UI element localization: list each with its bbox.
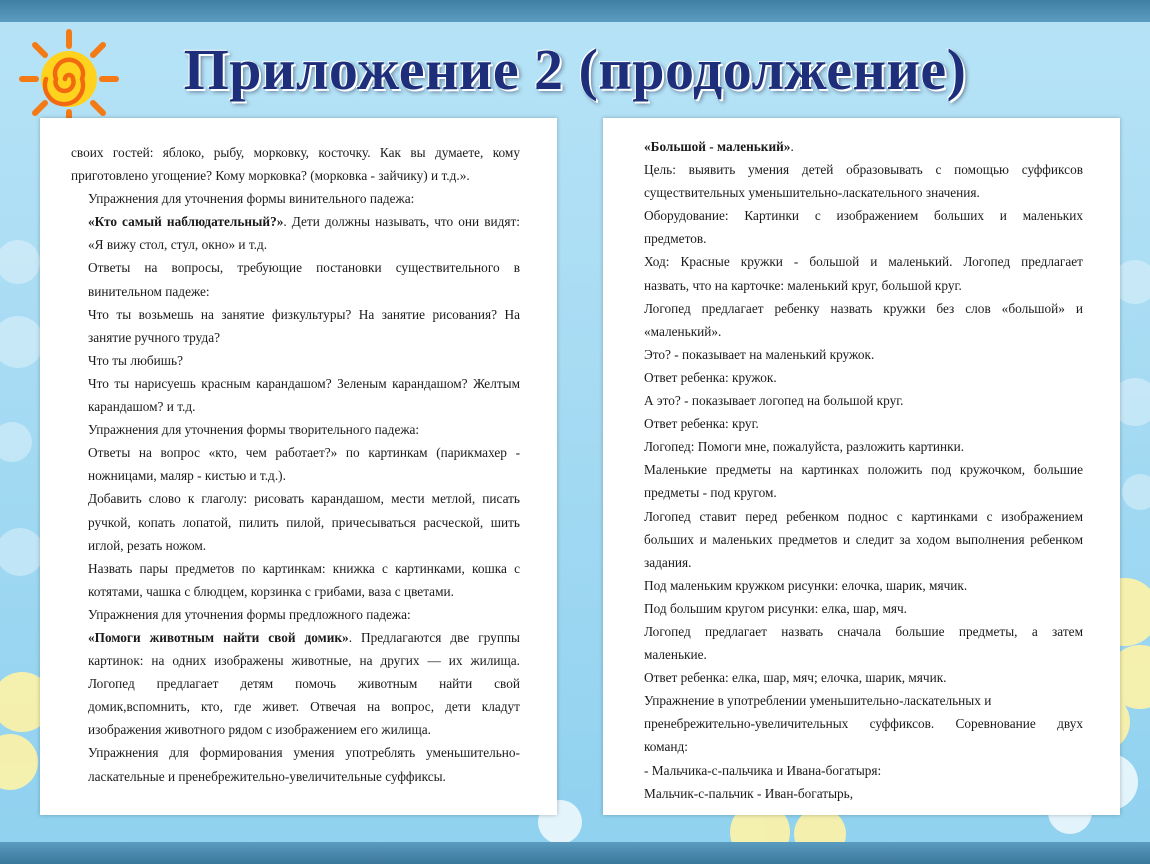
text-line (644, 158, 1083, 181)
text-line (644, 458, 1083, 481)
line-text: А это? - показывает логопед на большой круг. (644, 393, 904, 409)
line-text: Цель: выявить умения детей образовывать с помощью суффиксов (644, 162, 1083, 178)
line-text: больших и маленьких предметов и следит за ходом выполнения ребенком (644, 531, 1083, 547)
line-text: ножницами, маляр - кистью и т.д.). (88, 468, 286, 484)
text-line (644, 597, 1083, 620)
text-line (644, 343, 1083, 366)
text-line (71, 534, 520, 557)
text-line (644, 412, 1083, 435)
text-line (71, 256, 520, 279)
line-text: ручкой, копать лопатой, пилить пилой, причесываться расческой, шить (88, 514, 520, 530)
line-text: изображения животного рядом с изображением его жилища. (88, 722, 431, 738)
text-line (71, 626, 520, 649)
line-text: - Мальчика-с-пальчика и Ивана-богатыря: (644, 762, 882, 778)
line-text: Упражнения для уточнения формы винительного падежа: (88, 191, 415, 207)
text-line (644, 528, 1083, 551)
line-text: Логопед ставит перед ребенком поднос с картинками с изображением (644, 508, 1083, 524)
line-text: винительном падеже: (88, 283, 210, 299)
text-line (644, 574, 1083, 597)
text-line (71, 372, 520, 395)
line-text: Назвать пары предметов по картинкам: книжка с картинками, кошка с (88, 560, 520, 576)
text-line (644, 643, 1083, 666)
line-text: Упражнения для уточнения формы творительного падежа: (88, 422, 420, 438)
text-line (71, 487, 520, 510)
text-line (71, 349, 520, 372)
line-text: существительных уменьшительно-ласкательного значения. (644, 185, 980, 201)
text-line (644, 666, 1083, 689)
line-text: Добавить слово к глаголу: рисовать карандашом, мести метлой, писать (88, 491, 520, 507)
line-text: приготовлено угощение? Кому морковка? (морковка - зайчику) и т.д.». (71, 168, 470, 184)
text-line (71, 672, 520, 695)
left-text-page (40, 118, 557, 815)
text-line (71, 741, 520, 764)
bold-title: «Большой - маленький» (644, 139, 791, 154)
text-line (71, 395, 520, 418)
text-line (644, 689, 1083, 712)
line-text: Логопед предлагает ребенку назвать кружки без слов «большой» и (644, 300, 1083, 316)
text-line (644, 320, 1083, 343)
text-line (71, 303, 520, 326)
line-text: Оборудование: Картинки с изображением больших и маленьких (644, 208, 1083, 224)
text-line (71, 580, 520, 603)
line-text: котятами, чашка с блюдцем, корзинка с грибами, ваза с цветами. (88, 583, 454, 599)
text-line (644, 181, 1083, 204)
text-line (644, 551, 1083, 574)
top-bar (0, 0, 1150, 22)
line-text: маленькие. (644, 647, 707, 663)
line-text: Что ты нарисуешь красным карандашом? Зеленым карандашом? Желтым (88, 375, 520, 391)
text-line (71, 649, 520, 672)
line-text: . Дети должны называть, что они видят: (283, 214, 521, 230)
text-line (71, 718, 520, 741)
line-text: Под большим кругом рисунки: елка, шар, мяч. (644, 600, 908, 616)
line-text: Что ты возьмешь на занятие физкультуры? На занятие рисования? На (88, 306, 520, 322)
line-text: предметы - под кругом. (644, 485, 777, 501)
text-line (71, 164, 520, 187)
line-text: . (790, 139, 794, 154)
text-line (644, 759, 1083, 782)
slide-title: Приложение 2 (продолжение) (183, 37, 967, 102)
line-text: Упражнения для уточнения формы предложного падежа: (88, 606, 411, 622)
text-line (644, 620, 1083, 643)
line-text: занятие ручного труда? (88, 329, 221, 345)
text-line (71, 233, 520, 256)
line-text: своих гостей: яблоко, рыбу, морковку, косточку. Как вы думаете, кому (71, 145, 520, 160)
text-line (644, 366, 1083, 389)
text-line (644, 389, 1083, 412)
line-text: Мальчик-с-пальчик - Иван-богатырь, (644, 785, 854, 801)
text-line (644, 712, 1083, 735)
text-line (644, 782, 1083, 805)
text-line (71, 441, 520, 464)
text-line (644, 481, 1083, 504)
text-line (71, 695, 520, 718)
text-line (71, 187, 520, 210)
text-line (71, 418, 520, 441)
line-text: иглой, резать ножом. (88, 537, 207, 553)
line-text: картинок: на одних изображены животные, на других — их жилища. (88, 653, 520, 669)
text-line (644, 505, 1083, 528)
line-text: пренебрежительно-увеличительных суффиксов. Соревнование двух (644, 716, 1083, 732)
bottom-bar (0, 842, 1150, 864)
line-text: Ответ ребенка: круг. (644, 416, 759, 432)
line-text: Логопед предлагает детям помочь животным найти свой (88, 676, 520, 692)
line-text: Логопед предлагает назвать сначала большие предметы, а затем (644, 623, 1083, 639)
text-line (71, 280, 520, 303)
text-line (644, 227, 1083, 250)
bold-title: «Кто самый наблюдательный?» (88, 214, 284, 230)
line-text: «Я вижу стол, стул, окно» и т.д. (88, 237, 268, 253)
line-text: Ход: Красные кружки - большой и маленький. Логопед предлагает (644, 254, 1083, 270)
line-text: назвать, что на карточке: маленький круг, большой круг. (644, 277, 962, 293)
text-line (71, 765, 520, 788)
text-line (71, 326, 520, 349)
line-text: . Предлагаются две группы (348, 629, 520, 645)
text-line (644, 735, 1083, 758)
line-text: Упражнение в употреблении уменьшительно-ласкательных и (644, 693, 992, 709)
text-line (71, 511, 520, 534)
text-line (644, 250, 1083, 273)
text-line (644, 274, 1083, 297)
line-text: Ответы на вопрос «кто, чем работает?» по картинкам (парикмахер - (88, 445, 520, 461)
right-text-page (603, 118, 1120, 815)
text-line (644, 204, 1083, 227)
text-line (71, 603, 520, 626)
line-text: Под маленьким кружком рисунки: елочка, шарик, мячик. (644, 577, 968, 593)
text-line (644, 297, 1083, 320)
text-line (71, 464, 520, 487)
line-text: Что ты любишь? (88, 352, 183, 368)
line-text: предметов. (644, 231, 707, 247)
line-text: Упражнения для формирования умения употреблять уменьшительно- (88, 745, 520, 761)
text-line (644, 435, 1083, 458)
text-line (71, 210, 520, 233)
text-line (71, 141, 520, 164)
line-text: домик,вспомнить, кто, где живет. Отвечая на вопрос, дети кладут (88, 699, 520, 715)
line-text: Ответы на вопросы, требующие постановки существительного в (88, 260, 520, 276)
line-text: карандашом? и т.д. (88, 399, 196, 415)
line-text: Логопед: Помоги мне, пожалуйста, разложить картинки. (644, 439, 965, 455)
bold-title: «Помоги животным найти свой домик» (88, 629, 349, 645)
line-text: задания. (644, 554, 692, 570)
line-text: Ответ ребенка: кружок. (644, 369, 777, 385)
line-text: «маленький». (644, 323, 722, 339)
line-text: Ответ ребенка: елка, шар, мяч; елочка, шарик, мячик. (644, 670, 947, 686)
text-line (71, 557, 520, 580)
text-line (644, 135, 1083, 158)
line-text: команд: (644, 739, 688, 755)
line-text: Маленькие предметы на картинках положить под кружочком, большие (644, 462, 1083, 478)
line-text: Это? - показывает на маленький кружок. (644, 346, 875, 362)
line-text: ласкательные и пренебрежительно-увеличительные суффиксы. (88, 768, 446, 784)
